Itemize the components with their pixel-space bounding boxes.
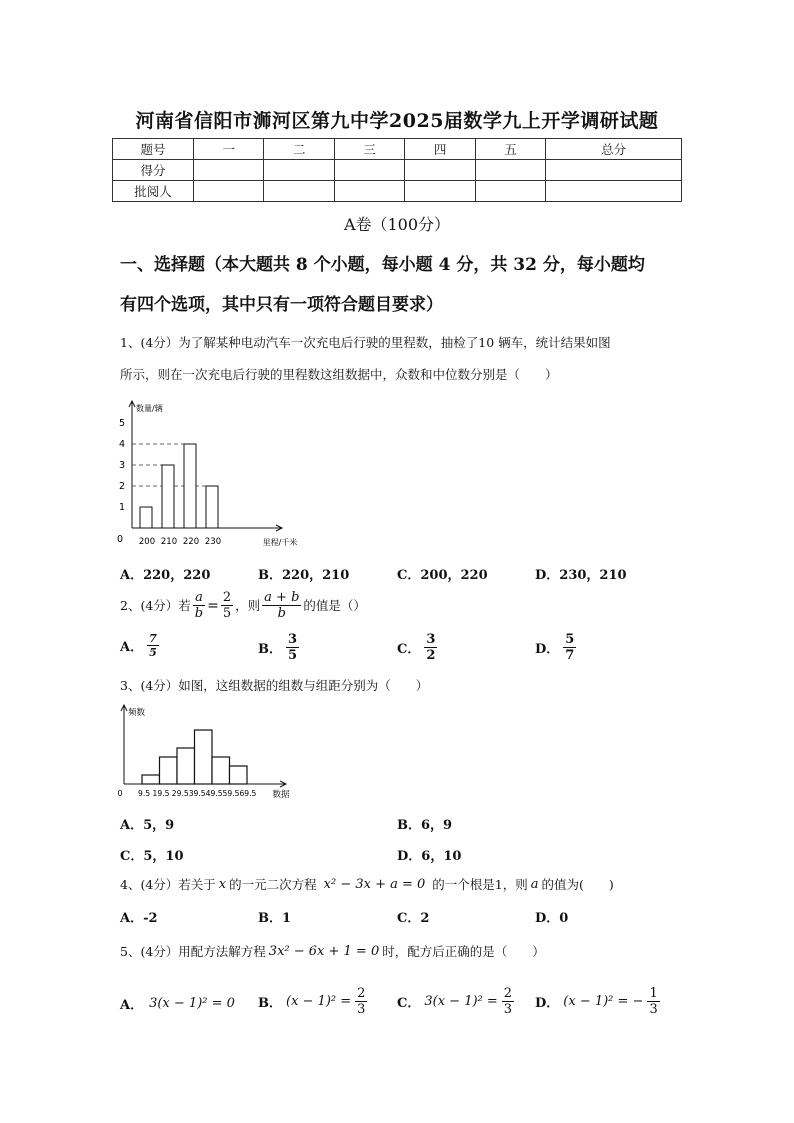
y-tick-label: 0 bbox=[116, 534, 124, 545]
score-cell bbox=[546, 160, 682, 181]
bar bbox=[140, 507, 152, 528]
score-row-label: 题号 bbox=[113, 139, 194, 160]
q3-option-a[interactable]: A．5，9 bbox=[120, 818, 175, 833]
score-cell bbox=[264, 160, 334, 181]
score-cell bbox=[405, 160, 475, 181]
histogram-bar bbox=[142, 775, 160, 784]
x-axis-title: 里程/千米 bbox=[262, 538, 298, 547]
q4-option-c[interactable]: C．2 bbox=[397, 911, 430, 926]
q1-option-d[interactable]: D．230，210 bbox=[535, 568, 627, 583]
x-tick-label: 230 bbox=[204, 537, 222, 547]
y-tick-label: 3 bbox=[118, 460, 126, 471]
q5-option-b[interactable]: B． (x − 1)² = $\frac{2}{3}$ bbox=[258, 986, 366, 1017]
bar bbox=[162, 465, 174, 528]
score-col-header: 三 bbox=[334, 139, 404, 160]
score-col-header: 二 bbox=[264, 139, 334, 160]
q2-option-c[interactable]: C． $\frac{3}{2}$ bbox=[397, 632, 436, 663]
q3-stem: 3、(4分）如图，这组数据的组数与组距分别为（ ） bbox=[120, 678, 429, 693]
y-tick-label: 2 bbox=[118, 481, 126, 492]
q2-stem: 2、(4分）若 $\frac{a}{b}$ = $\frac{2}{5}$ ，则 $\frac{a + b}{b}$ 的值是（） bbox=[120, 590, 366, 621]
paper-section-heading: A卷（100分） bbox=[343, 215, 451, 234]
q1-option-c[interactable]: C．200，220 bbox=[397, 568, 488, 583]
q1-bar-chart bbox=[108, 398, 308, 550]
q4-option-b[interactable]: B．1 bbox=[258, 911, 292, 926]
score-cell bbox=[334, 181, 404, 202]
score-col-header: 五 bbox=[475, 139, 545, 160]
q5-option-c[interactable]: C． 3(x − 1)² = $\frac{2}{3}$ bbox=[397, 986, 513, 1017]
q3-option-c[interactable]: C．5，10 bbox=[120, 849, 184, 864]
q1-stem-line2: 所示，则在一次充电后行驶的里程数这组数据中，众数和中位数分别是（ ） bbox=[120, 367, 558, 382]
q5-option-a[interactable]: A． 3(x − 1)² = 0 bbox=[120, 996, 235, 1013]
score-cell bbox=[194, 160, 264, 181]
q4-option-a[interactable]: A．-2 bbox=[120, 911, 158, 926]
page-title: 河南省信阳市浉河区第九中学2025届数学九上开学调研试题 bbox=[135, 110, 659, 132]
q4-stem: 4、(4分）若关于 x 的一元二次方程 x² − 3x + a = 0 的一个根是1，则 a 的值为( ) bbox=[120, 877, 614, 892]
x-axis-title: 数据 bbox=[272, 790, 290, 800]
score-cell bbox=[546, 181, 682, 202]
y-axis-title: 数量/辆 bbox=[136, 404, 163, 413]
bar bbox=[206, 486, 218, 528]
q1-option-a[interactable]: A．220，220 bbox=[120, 568, 211, 583]
score-cell bbox=[475, 181, 545, 202]
q5-option-d[interactable]: D． (x − 1)² = − $\frac{1}{3}$ bbox=[535, 986, 658, 1017]
y-tick-label: 1 bbox=[118, 502, 126, 513]
q3-option-d[interactable]: D．6，10 bbox=[397, 849, 462, 864]
x-tick-label: 210 bbox=[160, 537, 178, 547]
histogram-bar bbox=[177, 748, 195, 784]
y-tick-label: 5 bbox=[118, 418, 126, 429]
score-cell bbox=[334, 160, 404, 181]
q4-option-d[interactable]: D．0 bbox=[535, 911, 569, 926]
q3-option-b[interactable]: B．6，9 bbox=[397, 818, 453, 833]
histogram-bar bbox=[212, 757, 230, 784]
q2-option-a[interactable]: A． $\frac{7}{5}$ bbox=[120, 632, 157, 659]
q3-histogram bbox=[108, 702, 298, 802]
q1-option-b[interactable]: B．220，210 bbox=[258, 568, 350, 583]
score-cell bbox=[264, 181, 334, 202]
x-tick-label: 200 bbox=[138, 537, 156, 547]
score-cell bbox=[194, 181, 264, 202]
q5-stem: 5、(4分）用配方法解方程 3x² − 6x + 1 = 0 时，配方后正确的是（ ） bbox=[120, 944, 545, 959]
bar bbox=[184, 444, 196, 528]
q2-option-d[interactable]: D． $\frac{5}{7}$ bbox=[535, 632, 575, 663]
histogram-bar bbox=[230, 766, 248, 784]
histogram-bar bbox=[160, 757, 178, 784]
score-row-label: 得分 bbox=[113, 160, 194, 181]
x-tick-label: 220 bbox=[182, 537, 200, 547]
score-row-label: 批阅人 bbox=[113, 181, 194, 202]
origin-label: 0 bbox=[117, 789, 123, 798]
score-col-header: 总分 bbox=[546, 139, 682, 160]
y-tick-label: 4 bbox=[118, 439, 126, 450]
y-axis-title: 频数 bbox=[128, 708, 146, 718]
section-heading-line1: 一、选择题（本大题共 8 个小题，每小题 4 分，共 32 分，每小题均 bbox=[120, 255, 645, 275]
score-table bbox=[112, 138, 682, 202]
histogram-bar bbox=[195, 730, 213, 784]
score-table-row bbox=[113, 139, 682, 160]
q1-stem-line1: 1、(4分）为了解某种电动汽车一次充电后行驶的里程数，抽检了10 辆车，统计结果如图 bbox=[120, 335, 611, 350]
q2-option-b[interactable]: B． $\frac{3}{5}$ bbox=[258, 632, 298, 663]
score-cell bbox=[405, 181, 475, 202]
score-table-row bbox=[113, 181, 682, 202]
section-heading-line2: 有四个选项，其中只有一项符合题目要求） bbox=[120, 295, 443, 315]
x-tick-labels: 9.5 19.5 29.539.549.559.569.5 bbox=[138, 789, 257, 798]
score-table-row bbox=[113, 160, 682, 181]
score-col-header: 四 bbox=[405, 139, 475, 160]
score-col-header: 一 bbox=[194, 139, 264, 160]
score-cell bbox=[475, 160, 545, 181]
